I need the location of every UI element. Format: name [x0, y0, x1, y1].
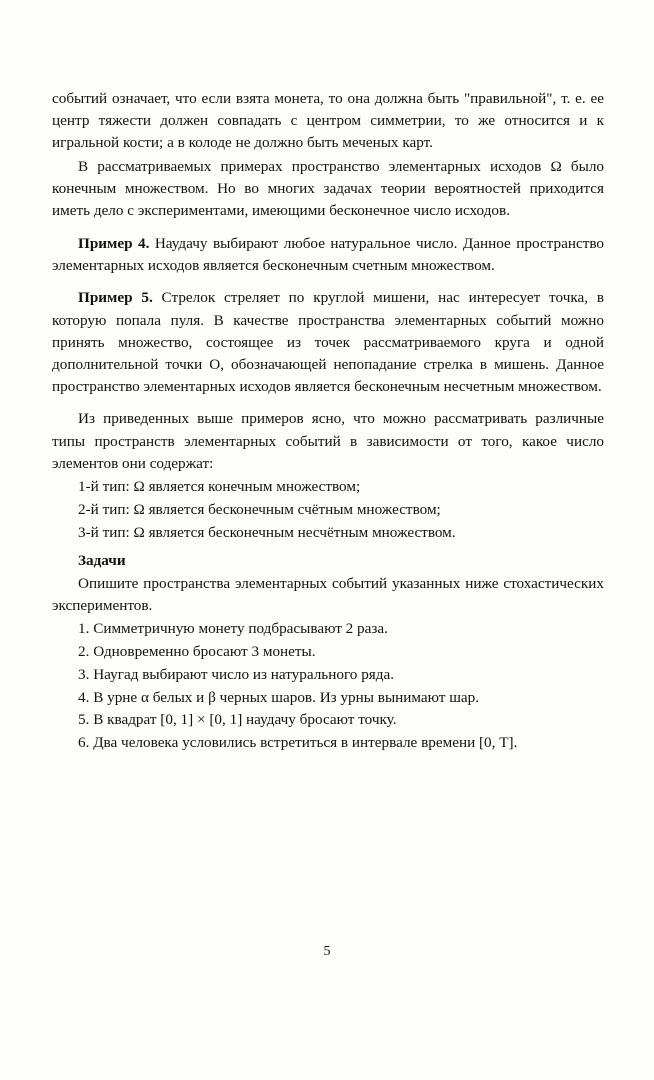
- tasks-intro: Опишите пространства элементарных событий указанных ниже стохастических экспериментов.: [52, 574, 604, 614]
- task-item-2: 2. Одновременно бросают 3 монеты.: [78, 643, 316, 661]
- task-item-1: 1. Симметричную монету подбрасывают 2 раза.: [78, 620, 388, 638]
- type-item-2: 2-й тип: Ω является бесконечным счётным множеством;: [78, 501, 441, 519]
- example-4-label: Пример 4.: [78, 234, 150, 252]
- task-item-5: 5. В квадрат [0, 1] × [0, 1] наудачу бросают точку.: [78, 711, 397, 729]
- example-4-text: Наудачу выбирают любое натуральное число. Данное пространство элементарных исходов является бесконечным счетным множеством.: [52, 234, 604, 274]
- paragraph-continuation: событий означает, что если взята монета, то она должна быть "правильной", т. е. ее центр тяжести должен совпадать с центром симметрии, то же относится и к игральной кости; а в колоде не должно быть меченых карт.: [52, 90, 604, 152]
- example-5-label: Пример 5.: [78, 289, 153, 307]
- example-5: [52, 287, 604, 398]
- spacer: [52, 278, 604, 287]
- page-body: [52, 88, 604, 755]
- task-item-4: 4. В урне α белых и β черных шаров. Из урны вынимают шар.: [78, 688, 480, 706]
- paragraph-types-intro: Из приведенных выше примеров ясно, что можно рассматривать различные типы пространств элементарных событий в зависимости от того, какое число элементов они содержат:: [52, 410, 604, 472]
- type-item-1: 1-й тип: Ω является конечным множеством;: [78, 478, 361, 496]
- page-number: 5: [323, 944, 331, 959]
- type-item-3: 3-й тип: Ω является бесконечным несчётным множеством.: [78, 523, 456, 541]
- tasks-heading: Задачи: [78, 551, 126, 569]
- example-5-text: Стрелок стреляет по круглой мишени, нас интересует точка, в которую попала пуля. В качестве пространства элементарных событий можно принять множество, состоящее из точек рассматриваемого круга и одной дополнительной точки O, обозначающей непопадание стрелка в мишень. Данное пространство элементарных исходов является бесконечным несчетным множеством.: [52, 289, 604, 395]
- spacer: [52, 224, 604, 233]
- spacer: [52, 399, 604, 408]
- example-4: [52, 233, 604, 277]
- task-item-6: 6. Два человека условились встретиться в интервале времени [0, T].: [78, 734, 518, 752]
- task-item-3: 3. Наугад выбирают число из натурального ряда.: [78, 665, 395, 683]
- paragraph-omega-finite: В рассматриваемых примерах пространство элементарных исходов Ω было конечным множеством. Но во многих задачах теории вероятностей приходится иметь дело с экспериментами, имеющими бесконечное число исходов.: [52, 157, 604, 220]
